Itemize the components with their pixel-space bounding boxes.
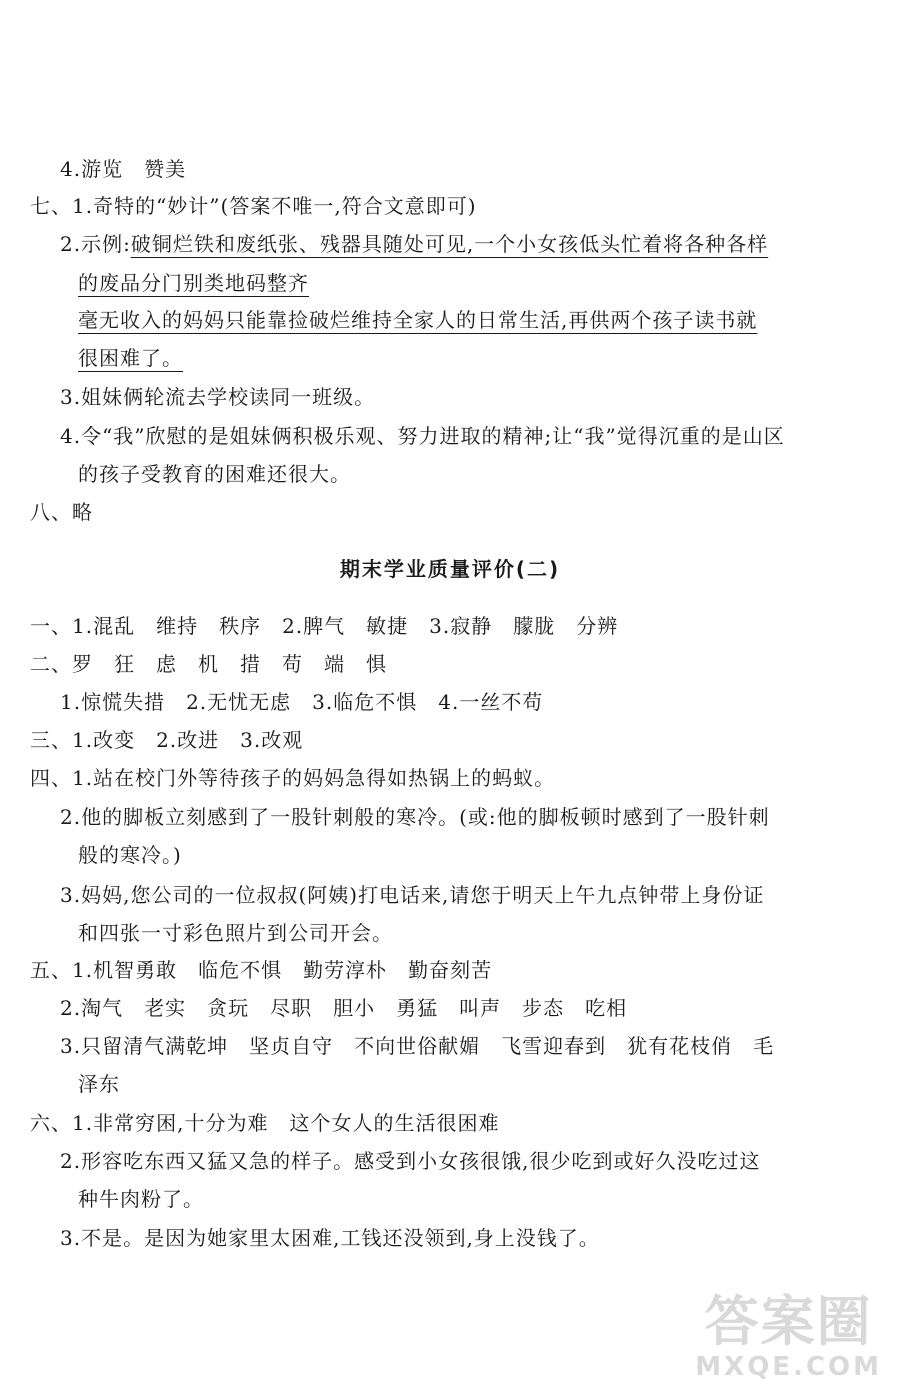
answer-line: 一、1.混乱 维持 秩序 2.脾气 敏捷 3.寂静 朦胧 分辨 [30, 614, 619, 638]
answer-line: 六、1.非常穷困,十分为难 这个女人的生活很困难 [30, 1111, 500, 1135]
answer-line: 2.形容吃东西又猛又急的样子。感受到小女孩很饿,很少吃到或好久没吃过这 [60, 1149, 761, 1173]
answer-line: 四、1.站在校门外等待孩子的妈妈急得如热锅上的蚂蚁。 [30, 766, 556, 790]
underlined-answer: 毫无收入的妈妈只能靠捡破烂维持全家人的日常生活,再供两个孩子读书就 [78, 308, 758, 332]
answer-line: 3.只留清气满乾坤 坚贞自守 不向世俗献媚 飞雪迎春到 犹有花枝俏 毛 [60, 1034, 775, 1058]
answer-line: 般的寒冷。) [78, 843, 182, 867]
answer-line: 4.令“我”欣慰的是姐妹俩积极乐观、努力进取的精神;让“我”觉得沉重的是山区 [60, 424, 785, 448]
underlined-answer: 破铜烂铁和废纸张、残器具随处可见,一个小女孩低头忙着将各种各样 [130, 232, 769, 256]
watermark-logo [695, 1292, 882, 1382]
answer-line: 种牛肉粉了。 [78, 1187, 204, 1211]
answer-line: 1.惊慌失措 2.无忧无虑 3.临危不惧 4.一丝不苟 [60, 690, 544, 714]
answer-line: 五、1.机智勇敢 临危不惧 勤劳淳朴 勤奋刻苦 [30, 958, 493, 982]
answer-line: 的孩子受教育的困难还很大。 [78, 462, 351, 486]
answer-line: 3.妈妈,您公司的一位叔叔(阿姨)打电话来,请您于明天上午九点钟带上身份证 [60, 883, 765, 907]
answer-line: 泽东 [78, 1072, 120, 1096]
answer-line: 和四张一寸彩色照片到公司开会。 [78, 921, 393, 945]
answer-line: 2.他的脚板立刻感到了一股针刺般的寒冷。(或:他的脚板顿时感到了一股针刺 [60, 805, 770, 829]
answer-line: 3.不是。是因为她家里太困难,工钱还没领到,身上没钱了。 [60, 1226, 600, 1250]
underlined-answer: 的废品分门别类地码整齐 [78, 271, 309, 295]
section-title: 期末学业质量评价(二) [339, 557, 561, 581]
answer-line [60, 231, 768, 257]
answer-line: 4.游览 赞美 [60, 157, 187, 181]
answer-line: 二、罗 狂 虑 机 措 苟 端 惧 [30, 652, 387, 676]
answer-line: 八、略 [30, 500, 93, 524]
answer-line: 三、1.改变 2.改进 3.改观 [30, 728, 304, 752]
answer-line: 七、1.奇特的“妙计”(答案不唯一,符合文意即可) [30, 194, 477, 218]
watermark-top: 答案圈 [704, 1290, 873, 1353]
example-label: 2.示例: [60, 232, 131, 256]
watermark-bottom: MXQE.COM [695, 1352, 882, 1382]
underlined-answer: 很困难了。 [78, 346, 183, 370]
answer-line: 3.姐妹俩轮流去学校读同一班级。 [60, 385, 376, 409]
answer-line: 2.淘气 老实 贪玩 尽职 胆小 勇猛 叫声 步态 吃相 [60, 996, 628, 1020]
